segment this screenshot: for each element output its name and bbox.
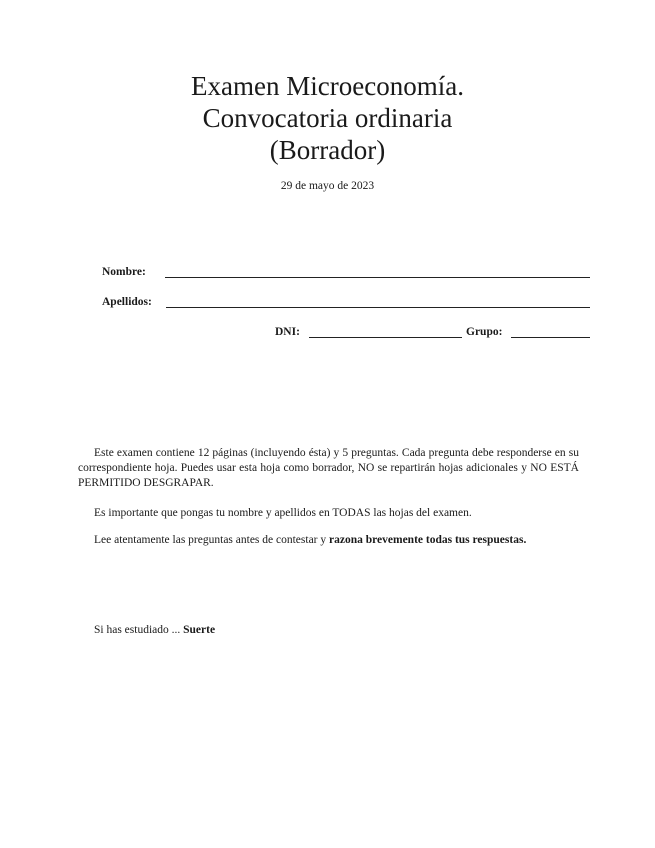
name-label: Nombre: — [102, 266, 146, 278]
closing-line — [78, 623, 579, 638]
surname-field[interactable] — [166, 307, 590, 308]
instructions-paragraph-3-bold: razona brevemente todas tus respuestas. — [329, 534, 527, 546]
group-field[interactable] — [511, 337, 590, 338]
title-line-1: Examen Microeconomía. — [191, 71, 464, 101]
title-line-2: Convocatoria ordinaria — [202, 103, 453, 133]
surname-label: Apellidos: — [102, 296, 152, 308]
dni-label: DNI: — [275, 326, 300, 338]
title-line-3: (Borrador) — [269, 135, 386, 165]
closing-bold: Suerte — [183, 624, 216, 636]
instructions-paragraph-1: Este examen contiene 12 páginas (incluyendo ésta) y 5 preguntas. Cada pregunta debe responderse en su correspondiente hoja. Puedes usar esta hoja como borrador, NO se repartirán hojas adicionales y NO ESTÁ PERMITIDO DESGRAPAR. — [78, 447, 579, 489]
dni-field[interactable] — [309, 337, 462, 338]
instructions-paragraph-3 — [78, 533, 579, 548]
closing-text: Si has estudiado ... — [94, 624, 184, 636]
group-label: Grupo: — [466, 326, 503, 338]
name-field[interactable] — [165, 277, 590, 278]
instructions-paragraph-3-text: Lee atentamente las preguntas antes de contestar y — [94, 534, 330, 546]
exam-title — [0, 70, 655, 166]
instructions-paragraph-2: Es importante que pongas tu nombre y apellidos en TODAS las hojas del examen. — [94, 507, 472, 519]
exam-date: 29 de mayo de 2023 — [280, 180, 375, 192]
